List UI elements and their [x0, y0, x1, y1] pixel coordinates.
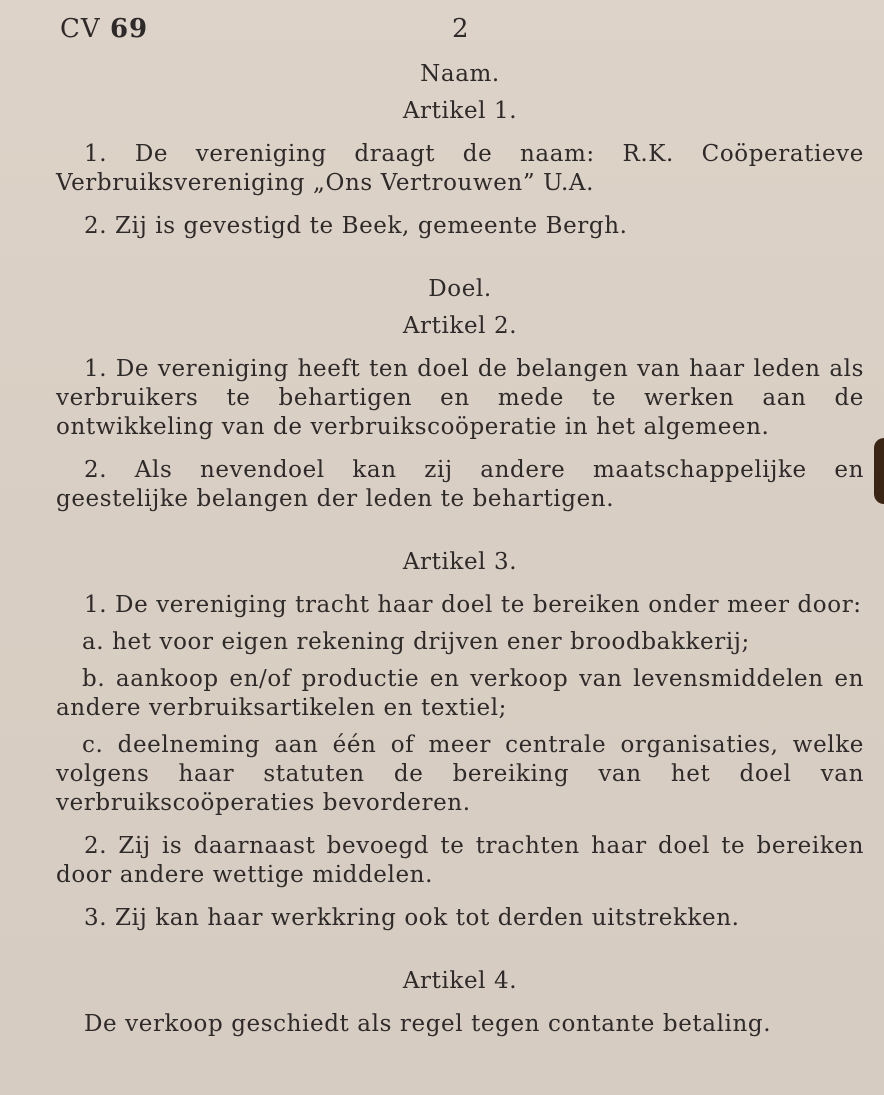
article-3-item-b: b. aankoop en/of productie en verkoop van levensmiddelen en andere verbruiksartikelen en textiel; [56, 666, 864, 721]
article-1-paragraph-1: 1. De vereniging draagt de naam: R.K. Coöperatieve Verbruiksvereniging „Ons Vertrouwen” U.A. [56, 141, 864, 196]
page-number: 2 [452, 14, 469, 44]
article-3-heading: Artikel 3. [402, 549, 518, 575]
article-2-heading: Artikel 2. [402, 313, 518, 339]
article-3-paragraph-2: 2. Zij is daarnaast bevoegd te trachten haar doel te bereiken door andere wettige middelen. [56, 833, 864, 888]
code-number: 69 [109, 14, 149, 44]
binding-hole-mark [874, 438, 884, 504]
page-header [60, 14, 824, 50]
article-2-paragraph-1: 1. De vereniging heeft ten doel de belangen van haar leden als verbruikers te behartigen en mede te werken aan de ontwikkeling van de verbruikscoöperatie in het algemeen. [56, 356, 864, 440]
article-3-paragraph-1: 1. De vereniging tracht haar doel te bereiken onder meer door: [84, 592, 862, 618]
section-heading-doel: Doel. [428, 276, 492, 302]
article-3-item-a: a. het voor eigen rekening drijven ener broodbakkerij; [82, 629, 750, 655]
article-1-heading: Artikel 1. [402, 98, 518, 124]
section-heading-naam: Naam. [420, 61, 500, 87]
article-4-heading: Artikel 4. [402, 968, 518, 994]
article-3-paragraph-3: 3. Zij kan haar werkkring ook tot derden uitstrekken. [84, 905, 740, 931]
article-4-paragraph-1: De verkoop geschiedt als regel tegen contante betaling. [84, 1011, 772, 1037]
document-code [60, 14, 148, 44]
code-prefix: CV [60, 14, 101, 44]
document-body [56, 60, 864, 1039]
article-1-paragraph-2: 2. Zij is gevestigd te Beek, gemeente Bergh. [84, 213, 628, 239]
article-3-item-c: c. deelneming aan één of meer centrale organisaties, welke volgens haar statuten de bereiking van het doel van verbruikscoöperaties bevorderen. [56, 732, 864, 816]
article-2-paragraph-2: 2. Als nevendoel kan zij andere maatschappelijke en geestelijke belangen der leden te behartigen. [56, 457, 864, 512]
